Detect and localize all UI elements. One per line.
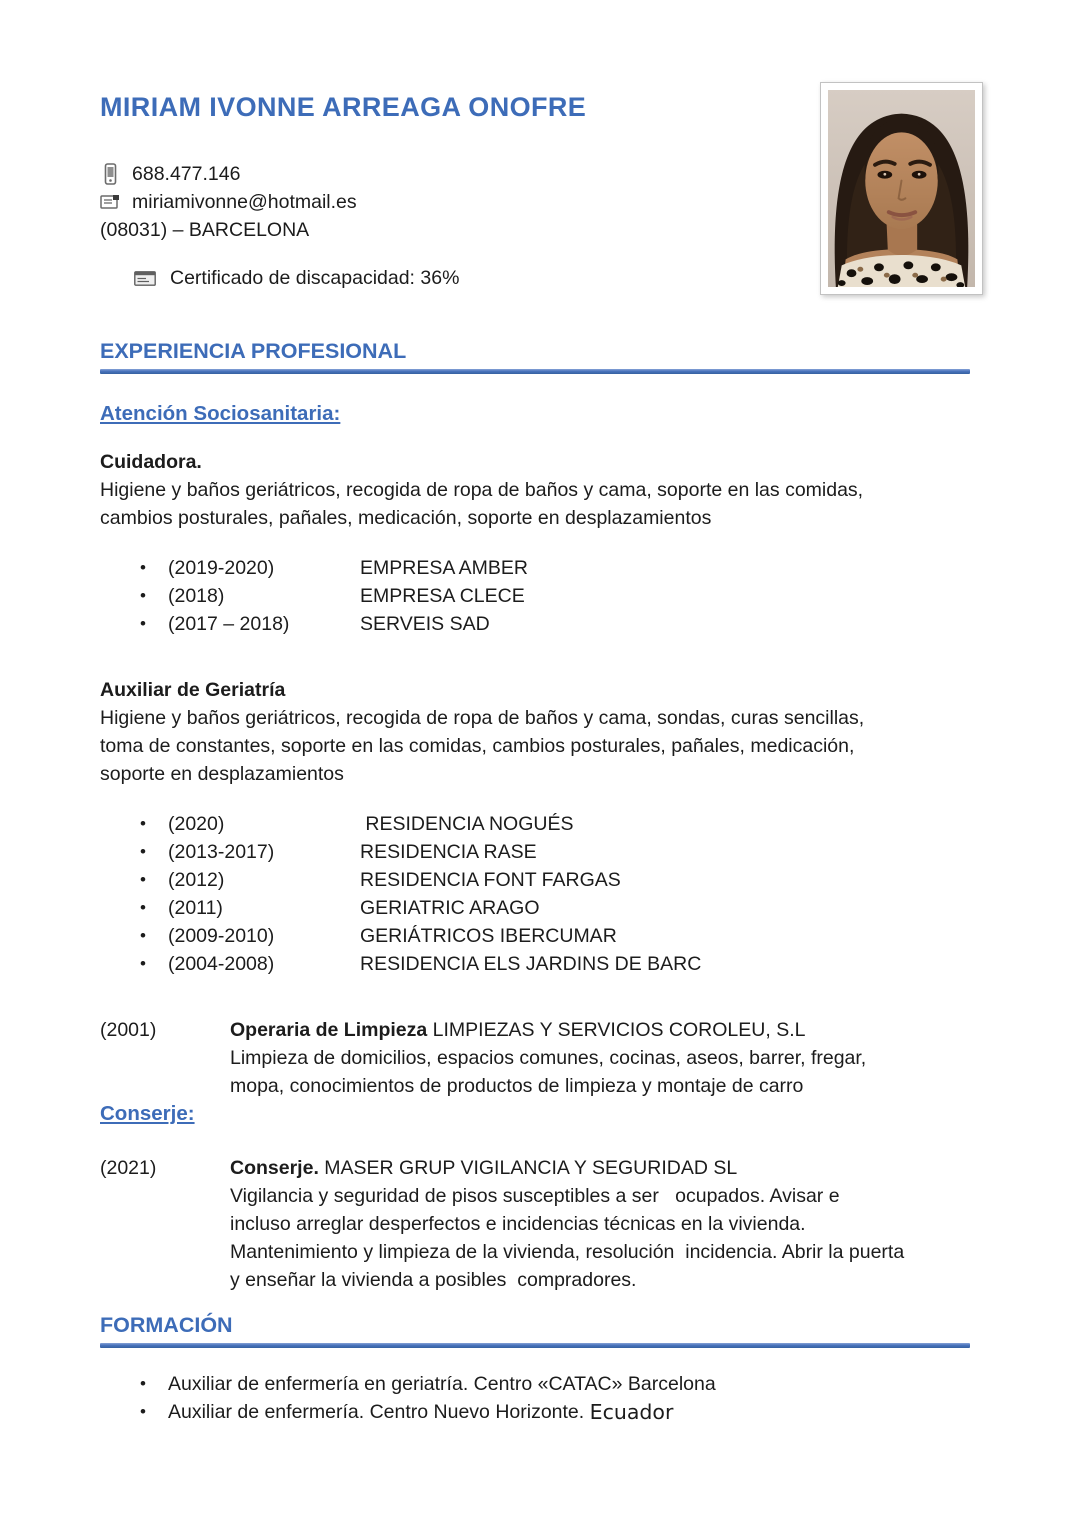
bullet-icon <box>140 1370 168 1398</box>
bullet-icon <box>140 582 168 610</box>
entry-company: EMPRESA AMBER <box>360 557 528 579</box>
entry-row <box>100 866 970 894</box>
entry-row <box>100 950 970 978</box>
job-desc-line: Mantenimiento y limpieza de la vivienda, resolución incidencia. Abrir la puerta <box>230 1241 905 1263</box>
portrait-illustration <box>828 90 975 287</box>
entry-row <box>100 554 970 582</box>
entry-company: RESIDENCIA ELS JARDINS DE BARC <box>360 953 702 975</box>
profile-photo <box>820 82 983 295</box>
job-title-auxiliar-geriatria: Auxiliar de Geriatría <box>100 679 286 701</box>
entry-years: (2013-2017) <box>168 841 275 863</box>
section-title-formacion: FORMACIÓN <box>100 1313 233 1337</box>
bullet-icon <box>140 554 168 582</box>
entry-years: (2018) <box>168 585 225 607</box>
job-title-conserje: Conserje. <box>230 1157 319 1179</box>
entry-years: (2017 – 2018) <box>168 613 290 635</box>
section-rule-formacion <box>100 1343 970 1348</box>
phone-number: 688.477.146 <box>132 163 241 185</box>
job-desc-line: Higiene y baños geriátricos, recogida de ropa de baños y cama, sondas, curas sencillas, <box>100 707 865 729</box>
category-atencion-sociosanitaria: Atención Sociosanitaria: <box>100 402 341 425</box>
entry-company: EMPRESA CLECE <box>360 585 525 607</box>
entry-row <box>100 582 970 610</box>
page-title: MIRIAM IVONNE ARREAGA ONOFRE <box>100 92 587 122</box>
entry-row <box>100 610 970 638</box>
entry-company: RESIDENCIA NOGUÉS <box>360 813 574 835</box>
entry-years: (2009-2010) <box>168 925 275 947</box>
job-block-conserje <box>100 1154 970 1294</box>
job-title-operaria: Operaria de Limpieza <box>230 1019 428 1041</box>
entry-company: RESIDENCIA RASE <box>360 841 537 863</box>
phone-icon <box>100 163 120 185</box>
bullet-icon <box>140 894 168 922</box>
entry-years: (2004-2008) <box>168 953 275 975</box>
job-desc-line: Limpieza de domicilios, espacios comunes, cocinas, aseos, barrer, fregar, <box>230 1047 867 1069</box>
job-year: (2021) <box>100 1157 157 1179</box>
entry-row <box>100 922 970 950</box>
entry-company: SERVEIS SAD <box>360 613 490 635</box>
job-desc-line: Higiene y baños geriátricos, recogida de ropa de baños y cama, soporte en las comidas, <box>100 479 864 501</box>
bullet-icon <box>140 922 168 950</box>
job-company: LIMPIEZAS Y SERVICIOS COROLEU, S.L <box>427 1019 806 1041</box>
job-company: MASER GRUP VIGILANCIA Y SEGURIDAD SL <box>318 1157 738 1179</box>
entry-company: GERIATRIC ARAGO <box>360 897 540 919</box>
job-desc-line: mopa, conocimientos de productos de limpieza y montaje de carro <box>230 1075 804 1097</box>
entry-years: (2011) <box>168 897 223 919</box>
entry-row <box>100 894 970 922</box>
disability-certificate-text: Certificado de discapacidad: 36% <box>170 267 460 289</box>
auxiliar-entries <box>100 810 970 978</box>
bullet-icon <box>140 866 168 894</box>
section-rule-experience <box>100 369 970 374</box>
job-desc-line: cambios posturales, pañales, medicación, soporte en desplazamientos <box>100 507 712 529</box>
entry-row <box>100 810 970 838</box>
category-conserje: Conserje: <box>100 1102 195 1125</box>
bullet-icon <box>140 610 168 638</box>
job-desc-line: toma de constantes, soporte en las comidas, cambios posturales, pañales, medicación, <box>100 735 855 757</box>
job-desc-line: soporte en desplazamientos <box>100 763 344 785</box>
entry-row <box>100 838 970 866</box>
job-title-cuidadora: Cuidadora. <box>100 451 202 473</box>
entry-years: (2019-2020) <box>168 557 275 579</box>
job-desc-line: Vigilancia y seguridad de pisos susceptibles a ser ocupados. Avisar e <box>230 1185 840 1207</box>
section-title-experience: EXPERIENCIA PROFESIONAL <box>100 339 407 363</box>
job-body <box>230 1016 970 1100</box>
id-card-icon <box>134 271 156 286</box>
job-body <box>230 1154 970 1294</box>
job-year: (2001) <box>100 1019 157 1041</box>
bullet-icon <box>140 810 168 838</box>
list-item <box>100 1370 970 1398</box>
formacion-list <box>100 1370 970 1426</box>
formacion-item-text: Auxiliar de enfermería en geriatría. Centro «CATAC» Barcelona <box>168 1373 716 1395</box>
job-lead-line <box>230 1154 970 1182</box>
email-address: miriamivonne@hotmail.es <box>132 191 357 213</box>
email-icon <box>100 194 120 210</box>
job-desc-line: incluso arreglar desperfectos e incidencias técnicas en la vivienda. <box>230 1213 806 1235</box>
cuidadora-entries <box>100 554 970 638</box>
location-line: (08031) – BARCELONA <box>100 219 310 241</box>
entry-years: (2012) <box>168 869 225 891</box>
bullet-icon <box>140 838 168 866</box>
formacion-item-text: Auxiliar de enfermería. Centro Nuevo Horizonte. <box>168 1401 590 1423</box>
job-block-operaria <box>100 1016 970 1100</box>
list-item <box>100 1398 970 1426</box>
entry-years: (2020) <box>168 813 225 835</box>
job-desc-line: y enseñar la vivienda a posibles compradores. <box>230 1269 637 1291</box>
bullet-icon <box>140 1398 168 1426</box>
entry-company: RESIDENCIA FONT FARGAS <box>360 869 621 891</box>
bullet-icon <box>140 950 168 978</box>
formacion-item-highlight: Ecuador <box>589 1400 674 1424</box>
job-lead-line <box>230 1016 970 1044</box>
entry-company: GERIÁTRICOS IBERCUMAR <box>360 925 617 947</box>
